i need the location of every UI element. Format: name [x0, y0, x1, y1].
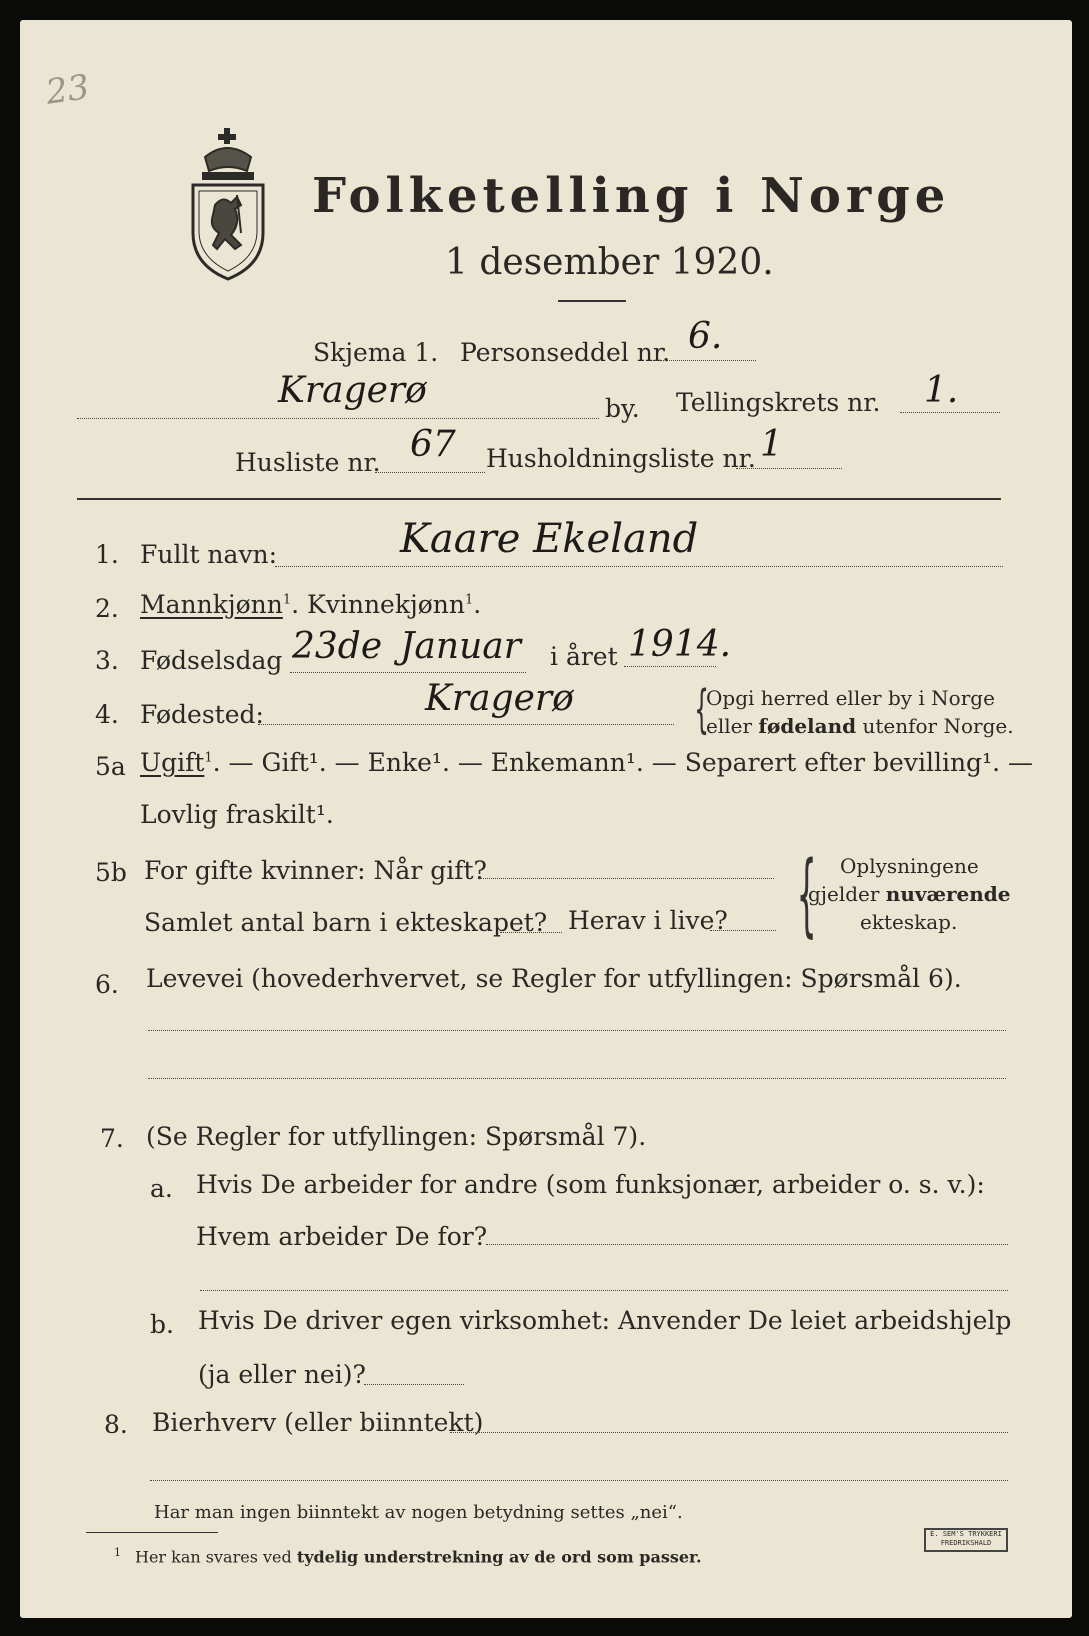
by-line [77, 418, 599, 419]
tellingskrets-line [900, 412, 1000, 413]
q3-day-line [290, 672, 526, 673]
q2-dot: . [291, 590, 300, 619]
q5a-rest: . — Gift¹. — Enke¹. — Enkemann¹. — Separert efter bevilling¹. — [212, 748, 1033, 777]
q7b-line2: (ja eller nei)? [198, 1360, 366, 1389]
q1-value: Kaare Ekeland [400, 516, 699, 562]
q5a-number: 5a [95, 752, 126, 781]
form-date: 1 desember 1920. [445, 242, 774, 283]
q7a-answer-line2 [200, 1290, 1008, 1291]
q5b-note-line2 [808, 882, 1011, 906]
q3-label: Fødselsdag [140, 646, 283, 675]
q4-note-line1: Opgi herred eller by i Norge [706, 686, 995, 710]
q5b-line2a: Samlet antal barn i ekteskapet? [144, 908, 548, 937]
q6-number: 6. [95, 970, 119, 999]
q5a-line2: Lovlig fraskilt¹. [140, 800, 334, 829]
by-label: by. [605, 394, 640, 423]
printer-stamp [924, 1528, 1008, 1552]
corner-pencil-note: 23 [43, 67, 92, 113]
husliste-value: 67 [410, 424, 456, 465]
title-divider [558, 300, 626, 302]
q7a-label: a. [150, 1174, 173, 1203]
q2-sup: 1 [282, 592, 292, 608]
q1-number: 1. [95, 540, 119, 569]
q4-label: Fødested: [140, 700, 264, 729]
q7b-line1: Hvis De driver egen virksomhet: Anvender De leiet arbeidshjelp [198, 1306, 1012, 1335]
q5b-line2b-dots [710, 930, 776, 931]
footnote-divider [86, 1532, 218, 1533]
q5b-note-line1: Oplysningene [840, 854, 979, 878]
q5b-note2-bold: nuværende [885, 882, 1011, 906]
q5b-note2-pre: gjelder [808, 882, 886, 906]
printer-stamp-line1: E. SEM'S TRYKKERI [930, 1530, 1002, 1538]
q7a-line1: Hvis De arbeider for andre (som funksjonær, arbeider o. s. v.): [196, 1170, 985, 1199]
q3-month: Januar [400, 626, 521, 667]
husholdning-label: Husholdningsliste nr. [486, 444, 756, 473]
footnote [114, 1546, 702, 1566]
personseddel-line [653, 360, 756, 361]
q4-value: Kragerø [425, 678, 574, 719]
q1-line [275, 566, 1003, 567]
by-value: Kragerø [278, 370, 427, 411]
q5a-options [140, 748, 1033, 777]
footnote-num: 1 [114, 1546, 121, 1559]
q4-number: 4. [95, 700, 119, 729]
q5b-brace: { [796, 842, 817, 947]
q3-year-label: i året [550, 642, 618, 671]
q1-label: Fullt navn: [140, 540, 278, 569]
q2-sup-2: 1 [465, 592, 474, 608]
q5a-sup: 1 [204, 750, 213, 766]
skjema-label: Skjema 1. [313, 338, 439, 367]
q3-year-line [624, 666, 716, 667]
q2-option-kvinnekjonn: Kvinnekjønn [307, 590, 465, 619]
form-title: Folketelling i Norge [312, 168, 951, 224]
personseddel-label: Personseddel nr. [460, 338, 671, 367]
q6-text: Levevei (hovederhvervet, se Regler for utfyllingen: Spørsmål 6). [146, 964, 962, 993]
q5b-note-line3: ekteskap. [860, 910, 958, 934]
q2-options [140, 590, 481, 619]
header-rule [77, 498, 1001, 500]
q5b-line1-dots [478, 878, 774, 879]
q7-number: 7. [100, 1124, 124, 1153]
q2-end: . [473, 590, 482, 619]
q4-brace: { [694, 680, 709, 740]
q4-note2-bold: fødeland [758, 714, 857, 738]
biinntekt-note: Har man ingen biinntekt av nogen betydning settes „nei“. [154, 1502, 683, 1523]
norway-coat-of-arms-icon [185, 127, 271, 283]
q4-note2-pre: eller [706, 714, 759, 738]
q3-day: 23de [292, 626, 383, 667]
personseddel-value: 6. [688, 316, 723, 357]
q7a-line2: Hvem arbeider De for? [196, 1222, 488, 1251]
q5b-line2a-dots [500, 932, 562, 933]
husliste-label: Husliste nr. [235, 448, 381, 477]
q4-note-line2 [706, 714, 1014, 738]
tellingskrets-label: Tellingskrets nr. [676, 388, 881, 417]
q6-line2 [148, 1078, 1006, 1079]
census-form-page [20, 20, 1072, 1618]
q8-text: Bierhverv (eller biinntekt) [152, 1408, 484, 1437]
q5a-option-ugift: Ugift [140, 748, 205, 777]
q7-text: (Se Regler for utfyllingen: Spørsmål 7). [146, 1122, 647, 1151]
q4-note2-post: utenfor Norge. [856, 714, 1014, 738]
q7a-answer-line [486, 1244, 1008, 1245]
q2-option-mannkjonn: Mannkjønn [140, 590, 283, 619]
husholdning-value: 1 [760, 424, 783, 465]
q8-line2 [150, 1480, 1008, 1481]
q6-line1 [148, 1030, 1006, 1031]
q8-line1 [450, 1432, 1008, 1433]
q8-number: 8. [104, 1410, 128, 1439]
printer-stamp-line2: FREDRIKSHALD [940, 1539, 992, 1547]
q5b-line1: For gifte kvinner: Når gift? [144, 856, 487, 885]
q7b-answer-line [364, 1384, 464, 1385]
tellingskrets-value: 1. [924, 370, 959, 411]
q3-number: 3. [95, 646, 119, 675]
footnote-bold: tydelig understrekning av de ord som passer. [296, 1547, 702, 1567]
q2-number: 2. [95, 594, 119, 623]
footnote-pre: Her kan svares ved [135, 1547, 297, 1567]
husliste-line [375, 472, 485, 473]
q5b-line2b: Herav i live? [568, 906, 728, 935]
q5b-number: 5b [95, 858, 127, 887]
q4-line [258, 724, 674, 725]
q7b-label: b. [150, 1310, 174, 1339]
husholdning-line [736, 468, 842, 469]
q3-year: 1914. [628, 624, 732, 665]
